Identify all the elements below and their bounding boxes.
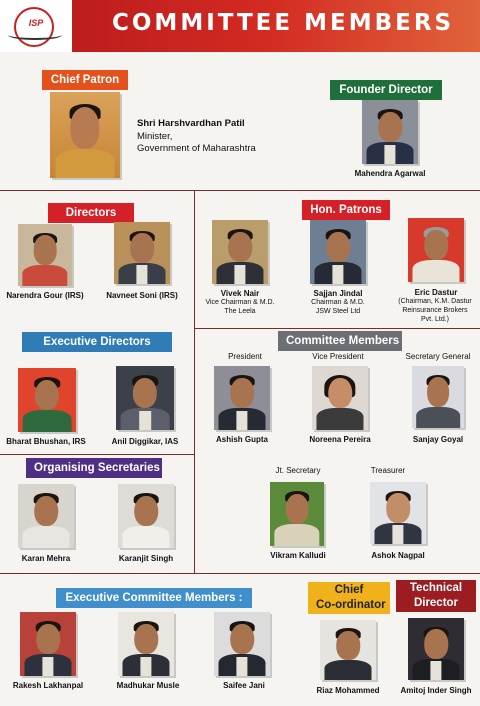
executive-director-photo bbox=[18, 368, 76, 432]
header-banner bbox=[0, 0, 480, 52]
director-photo bbox=[114, 222, 170, 284]
hon-patron-title: (Chairman, K.M. Dastur bbox=[398, 298, 472, 305]
technical-director-photo bbox=[408, 618, 464, 680]
isp-logo bbox=[0, 0, 72, 52]
committee-member-name: Ashish Gupta bbox=[215, 435, 268, 444]
executive-committee-members-label: Executive Committee Members : bbox=[56, 588, 252, 608]
divider bbox=[0, 190, 480, 191]
technical-director-label-line1: Technical bbox=[409, 582, 463, 594]
hon-patron-name: Sajjan Jindal bbox=[313, 289, 363, 298]
directors-label: Directors bbox=[48, 203, 134, 223]
page-title: COMMITTEE MEMBERS bbox=[112, 10, 455, 36]
executive-directors-label: Executive Directors bbox=[22, 332, 172, 352]
chief-coordinator-photo bbox=[320, 620, 376, 680]
organising-secretary-name: Karan Mehra bbox=[21, 554, 71, 563]
hon-patron-company: Reinsurance Brokers bbox=[402, 307, 468, 314]
executive-committee-member-photo bbox=[214, 612, 270, 676]
executive-committee-member-name: Madhukar Musle bbox=[116, 681, 180, 690]
organising-secretary-photo bbox=[18, 484, 74, 548]
chief-patron-govt: Government of Maharashtra bbox=[137, 143, 256, 154]
committee-members-label: Committee Members bbox=[278, 331, 402, 351]
hon-patrons-label: Hon. Patrons bbox=[302, 200, 390, 220]
hon-patron-company: The Leela bbox=[224, 308, 256, 315]
technical-director-name: Amitoj Inder Singh bbox=[400, 686, 472, 695]
committee-role: Treasurer bbox=[370, 466, 406, 475]
committee-member-photo bbox=[370, 482, 426, 544]
divider bbox=[0, 454, 194, 455]
chief-coordinator-label-line1: Chief bbox=[334, 584, 364, 596]
committee-role: Secretary General bbox=[405, 352, 471, 361]
chief-patron-title: Minister, bbox=[137, 131, 173, 142]
committee-member-name: Vikram Kalludi bbox=[270, 551, 326, 560]
chief-patron-photo bbox=[50, 92, 120, 178]
technical-director-label bbox=[396, 580, 476, 612]
divider bbox=[194, 328, 480, 329]
hon-patron-company-suffix: Pvt. Ltd.) bbox=[420, 316, 449, 323]
chief-coordinator-name: Riaz Mohammed bbox=[316, 686, 380, 695]
committee-role: Vice President bbox=[312, 352, 364, 361]
executive-committee-member-name: Saifee Jani bbox=[223, 681, 265, 690]
organising-secretary-photo bbox=[118, 484, 174, 548]
divider bbox=[0, 573, 480, 574]
hon-patron-name: Vivek Nair bbox=[220, 289, 260, 298]
logo-swoosh bbox=[8, 30, 62, 40]
logo-text: ISP bbox=[28, 18, 44, 28]
committee-role: President bbox=[228, 352, 262, 361]
committee-member-photo bbox=[214, 366, 270, 430]
hon-patron-photo bbox=[212, 220, 268, 284]
chief-patron-name: Shri Harshvardhan Patil bbox=[137, 118, 245, 129]
executive-director-name: Bharat Bhushan, IRS bbox=[6, 437, 86, 446]
hon-patron-company: JSW Steel Ltd bbox=[315, 308, 361, 315]
hon-patron-photo bbox=[310, 220, 366, 284]
organising-secretary-name: Karanjit Singh bbox=[118, 554, 174, 563]
founder-director-label: Founder Director bbox=[330, 80, 442, 100]
executive-committee-member-photo bbox=[118, 612, 174, 676]
executive-committee-member-name: Rakesh Lakhanpal bbox=[12, 681, 84, 690]
committee-member-photo bbox=[412, 366, 464, 428]
chief-coordinator-label-line2: Co-ordinator bbox=[316, 599, 386, 611]
founder-director-photo bbox=[362, 100, 418, 164]
committee-member-name: Ashok Nagpal bbox=[371, 551, 425, 560]
director-photo bbox=[18, 224, 72, 286]
committee-member-photo bbox=[312, 366, 368, 430]
hon-patron-photo bbox=[408, 218, 464, 282]
executive-director-photo bbox=[116, 366, 174, 430]
chief-patron-label: Chief Patron bbox=[42, 70, 128, 90]
committee-member-name: Sanjay Goyal bbox=[412, 435, 464, 444]
executive-director-name: Anil Diggikar, IAS bbox=[111, 437, 179, 446]
committee-role: Jt. Secretary bbox=[275, 466, 321, 475]
organising-secretaries-label: Organising Secretaries bbox=[26, 458, 162, 478]
executive-committee-member-photo bbox=[20, 612, 76, 676]
director-name: Narendra Gour (IRS) bbox=[6, 291, 84, 300]
director-name: Navneet Soni (IRS) bbox=[106, 291, 178, 300]
chief-coordinator-label bbox=[308, 582, 390, 614]
hon-patron-title: Chairman & M.D. bbox=[311, 299, 365, 306]
committee-member-name: Noreena Pereira bbox=[309, 435, 371, 444]
hon-patron-name: Eric Dastur bbox=[414, 288, 458, 297]
hon-patron-title: Vice Chairman & M.D. bbox=[205, 299, 275, 306]
committee-member-photo bbox=[270, 482, 324, 546]
founder-director-name: Mahendra Agarwal bbox=[354, 169, 426, 178]
technical-director-label-line2: Director bbox=[413, 597, 459, 609]
divider bbox=[194, 190, 195, 573]
